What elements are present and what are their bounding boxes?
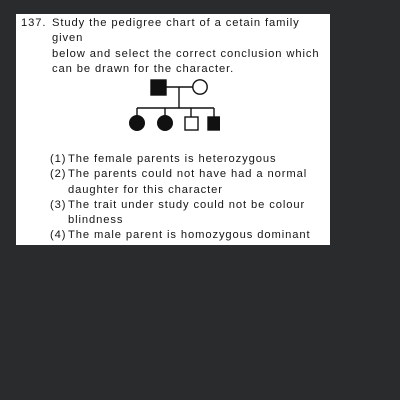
parent-male-affected-symbol: [151, 80, 166, 95]
question-text: Study the pedigree chart of a cetain family given below and select the correct conclusion which can be drawn for the character.: [52, 17, 320, 75]
child-male-affected-symbol: [208, 117, 220, 130]
child-female-affected-symbol: [158, 116, 173, 131]
option-2[interactable]: [50, 167, 328, 198]
option-number: (3): [50, 198, 67, 211]
question-number: 137.: [21, 17, 47, 29]
option-number: (2): [50, 168, 67, 181]
answer-options: [50, 152, 328, 244]
option-4[interactable]: [50, 228, 328, 243]
child-female-affected-symbol: [130, 116, 145, 131]
option-1[interactable]: [50, 152, 328, 167]
option-number: (1): [50, 153, 67, 165]
option-3[interactable]: [50, 198, 328, 229]
option-text: The male parent is homozygous dominant: [68, 229, 311, 242]
option-text: The parents could not have had a normal daughter for this character: [68, 168, 308, 196]
option-text: The female parents is heterozygous: [68, 153, 277, 165]
parent-female-unaffected-symbol: [193, 80, 207, 94]
option-text: The trait under study could not be colour blindness: [68, 198, 306, 227]
child-male-unaffected-symbol: [185, 117, 198, 130]
pedigree-chart: [110, 76, 220, 140]
question-card: [16, 14, 330, 245]
option-number: (4): [50, 229, 67, 242]
